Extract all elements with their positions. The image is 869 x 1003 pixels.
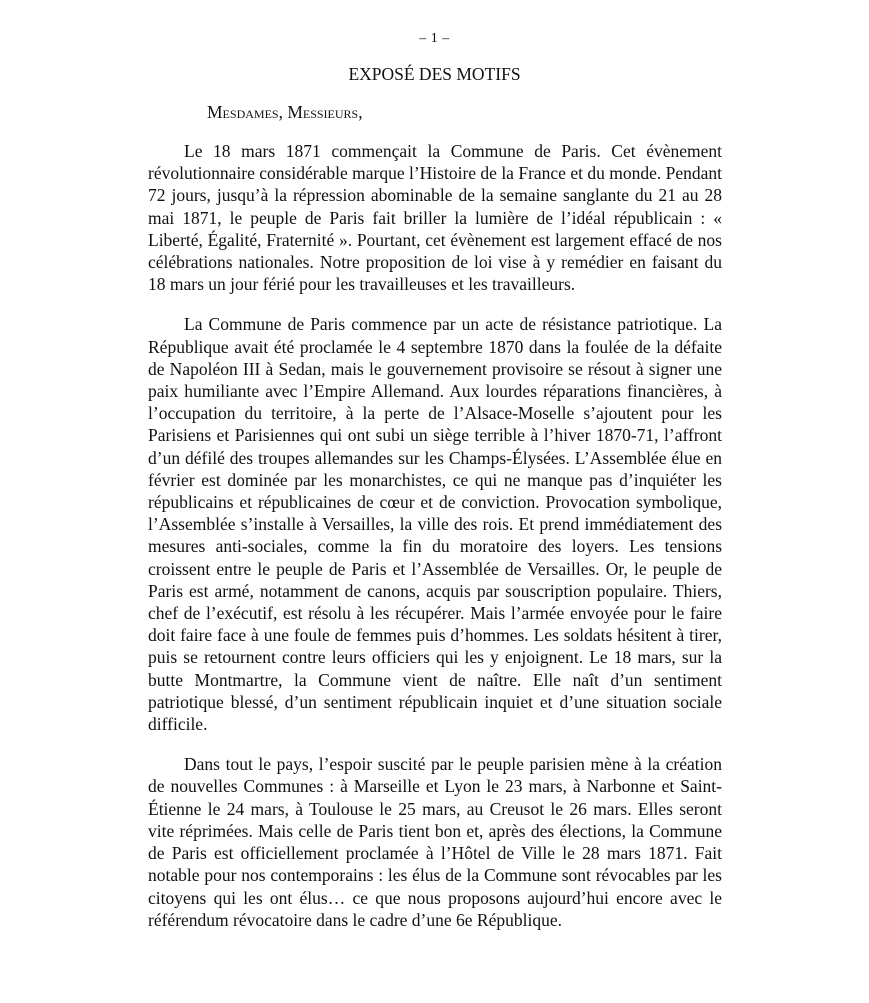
paragraph-1: Le 18 mars 1871 commençait la Commune de Paris. Cet évènement révolutionnaire considérable marque l’Histoire de la France et du monde. Pendant 72 jours, jusqu’à la répression abominable de la semaine sanglante du 21 au 28 mai 1871, le peuple de Paris fait briller la lumière de l’idéal républicain : « Liberté, Égalité, Fraternité ». Pourtant, cet évènement est largement effacé de nos célébrations nationales. Notre proposition de loi vise à y remédier en faisant du 18 mars un jour férié pour les travailleuses et les travailleurs.: [148, 141, 722, 295]
salutation: Mesdames, Messieurs,: [207, 102, 363, 122]
document-title: EXPOSÉ DES MOTIFS: [348, 64, 521, 84]
page-number: – 1 –: [419, 31, 450, 46]
paragraph-2: La Commune de Paris commence par un acte de résistance patriotique. La République avait été proclamée le 4 septembre 1870 dans la foulée de la défaite de Napoléon III à Sedan, mais le gouvernement provisoire se résout à signer une paix humiliante avec l’Empire Allemand. Aux lourdes réparations financières, à l’occupation du territoire, à la perte de l’Alsace-Moselle s’ajoutent pour les Parisiens et Parisiennes qui ont subi un siège terrible à l’hiver 1870-71, l’affront d’un défilé des troupes allemandes sur les Champs-Élysées. L’Assemblée élue en février est dominée par les monarchistes, ce qui ne manque pas d’inquiéter les républicains et républicaines de cœur et de conviction. Provocation symbolique, l’Assemblée s’installe à Versailles, la ville des rois. Et prend immédiatement des mesures anti-sociales, comme la fin du moratoire des loyers. Les tensions croissent entre le peuple de Paris et l’Assemblée de Versailles. Or, le peuple de Paris est armé, notamment de canons, acquis par souscription populaire. Thiers, chef de l’exécutif, est résolu à les récupérer. Mais l’armée envoyée pour le faire doit faire face à une foule de femmes puis d’hommes. Les soldats hésitent à tirer, puis se retournent contre leurs officiers qui les y enjoignent. Le 18 mars, sur la butte Montmartre, la Commune vient de naître. Elle naît d’un sentiment patriotique blessé, d’un sentiment républicain inquiet et d’une situation sociale difficile.: [148, 314, 722, 735]
paragraph-3: Dans tout le pays, l’espoir suscité par le peuple parisien mène à la création de nouvelles Communes : à Marseille et Lyon le 23 mars, à Narbonne et Saint-Étienne le 24 mars, à Toulouse le 25 mars, au Creusot le 26 mars. Elles seront vite réprimées. Mais celle de Paris tient bon et, après des élections, la Commune de Paris est officiellement proclamée à l’Hôtel de Ville le 28 mars 1871. Fait notable pour nos contemporains : les élus de la Commune sont révocables par les citoyens qui les ont élus… ce que nous proposons aujourd’hui encore avec le référendum révocatoire dans le cadre d’une 6e République.: [148, 754, 722, 930]
document-body: [148, 140, 722, 949]
